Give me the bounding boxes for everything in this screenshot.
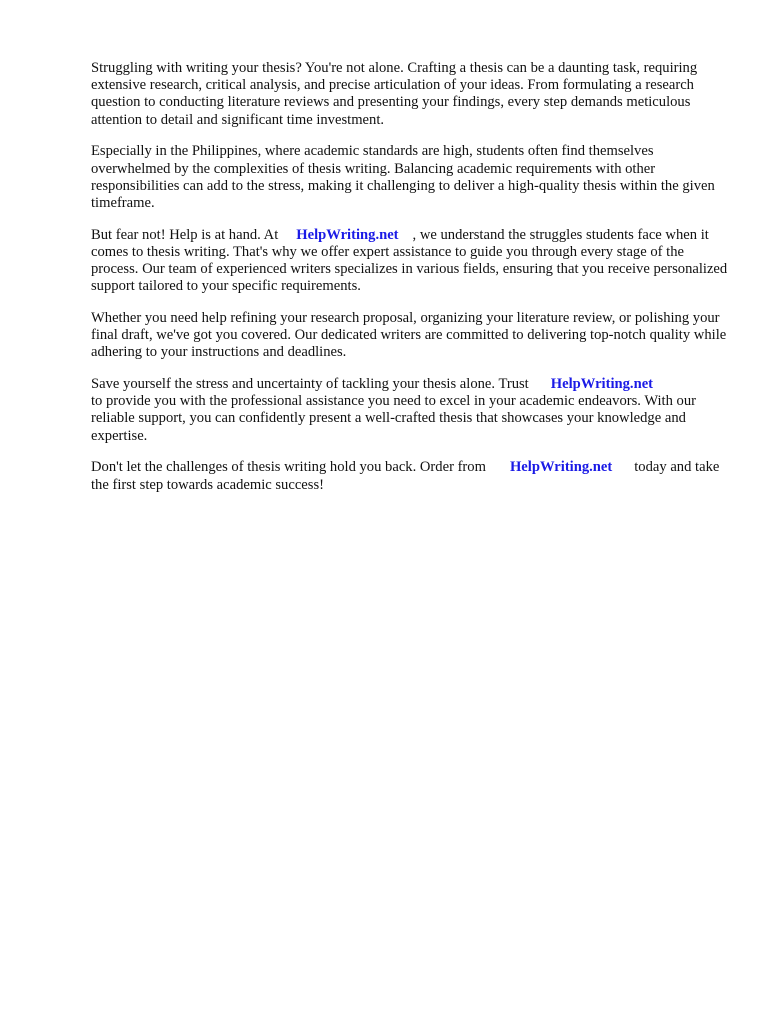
- helpwriting-link-2[interactable]: HelpWriting.net: [550, 376, 654, 393]
- paragraph-save-yourself-text-before: Save yourself the stress and uncertainty of tackling your thesis alone. Trust: [91, 376, 529, 393]
- paragraph-help-at-hand-text-after: , we understand the struggles students face when it comes to thesis writing. That's why we offer expert assistance to guide you through every stage of the process. Our team of experienced writers specializes in various fields, ensuring that you receive personalized support tailored to your specific requirements.: [91, 226, 728, 295]
- paragraph-whether: Whether you need help refining your research proposal, organizing your literature review, or polishing your final draft, we've got you covered. Our dedicated writers are committed to delivering top-notch quality while adhering to your instructions and deadlines.: [91, 309, 727, 361]
- paragraph-philippines: Especially in the Philippines, where academic standards are high, students often find themselves overwhelmed by the complexities of thesis writing. Balancing academic requirements with other responsibilities can add to the stress, making it challenging to deliver a high-quality thesis within the given timeframe.: [91, 143, 715, 211]
- helpwriting-link-1[interactable]: HelpWriting.net: [296, 226, 399, 243]
- paragraph-dont-let-text-after: today and take the first step towards academic success!: [91, 459, 720, 493]
- paragraph-intro: Struggling with writing your thesis? You're not alone. Crafting a thesis can be a daunting task, requiring extensive research, critical analysis, and precise articulation of your ideas. From formulating a research question to conducting literature reviews and presenting your findings, every step demands meticulous attention to detail and significant time investment.: [91, 60, 698, 128]
- helpwriting-link-3[interactable]: HelpWriting.net: [509, 459, 613, 476]
- paragraph-dont-let: [91, 459, 731, 493]
- paragraph-help-at-hand-text-before: But fear not! Help is at hand. At: [91, 226, 279, 243]
- paragraph-save-yourself: [91, 376, 731, 445]
- paragraph-dont-let-text-before: Don't let the challenges of thesis writing hold you back. Order from: [91, 459, 486, 476]
- document-body: [91, 60, 731, 508]
- paragraph-save-yourself-text-after: to provide you with the professional assistance you need to excel in your academic endeavors. With our reliable support, you can confidently present a well-crafted thesis that showcases your knowledge and expertise.: [91, 393, 697, 444]
- paragraph-help-at-hand: [91, 227, 731, 296]
